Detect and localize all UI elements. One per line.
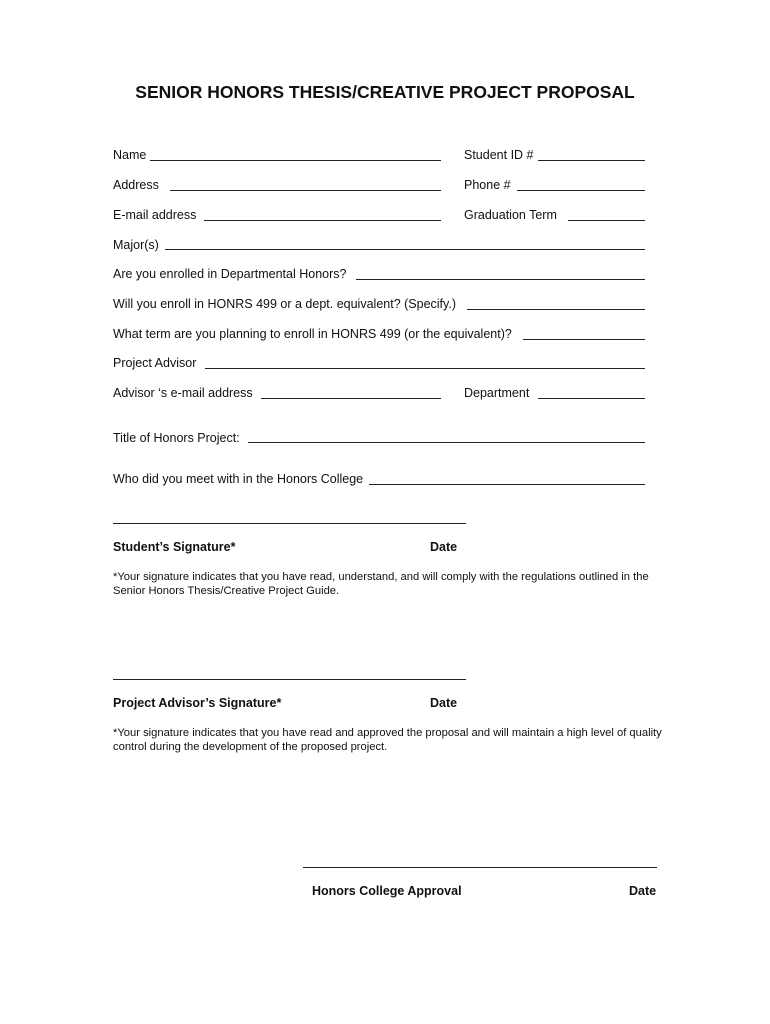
met-with-field[interactable] — [369, 484, 645, 485]
email-label: E-mail address — [113, 208, 197, 222]
project-advisor-label: Project Advisor — [113, 356, 197, 370]
approval-label: Honors College Approval — [312, 884, 462, 898]
address-field[interactable] — [170, 190, 441, 191]
met-with-label: Who did you meet with in the Honors College — [113, 472, 364, 486]
phone-label: Phone # — [464, 178, 511, 192]
honrs-499-field[interactable] — [467, 309, 645, 310]
project-title-label: Title of Honors Project: — [113, 431, 240, 445]
honrs-499-label: Will you enroll in HONRS 499 or a dept. equivalent? (Specify.) — [113, 297, 456, 311]
project-title-field[interactable] — [248, 442, 645, 443]
advisor-date-label: Date — [430, 696, 458, 710]
advisor-signature-label: Project Advisor’s Signature* — [113, 696, 282, 710]
term-planning-label: What term are you planning to enroll in HONRS 499 (or the equivalent)? — [113, 327, 512, 341]
student-signature-label: Student’s Signature* — [113, 540, 236, 554]
advisor-signature-note: *Your signature indicates that you have read and approved the proposal and will maintain a high level of quality control during the development of the proposed project. — [113, 727, 662, 753]
student-signature-note: *Your signature indicates that you have read, understand, and will comply with the regulations outlined in the Senior Honors Thesis/Creative Project Guide. — [113, 571, 649, 597]
student-signature-line[interactable] — [113, 523, 466, 524]
advisor-email-field[interactable] — [261, 398, 441, 399]
student-id-field[interactable] — [538, 160, 645, 161]
advisor-email-label: Advisor ‘s e-mail address — [113, 386, 253, 400]
email-field[interactable] — [204, 220, 441, 221]
department-label: Department — [464, 386, 530, 400]
majors-label: Major(s) — [113, 238, 159, 252]
approval-date-label: Date — [629, 884, 657, 898]
student-date-label: Date — [430, 540, 458, 554]
name-label: Name — [113, 148, 147, 162]
approval-signature-line[interactable] — [303, 867, 657, 868]
departmental-honors-field[interactable] — [356, 279, 645, 280]
departmental-honors-label: Are you enrolled in Departmental Honors? — [113, 267, 347, 281]
phone-field[interactable] — [517, 190, 645, 191]
department-field[interactable] — [538, 398, 645, 399]
student-id-label: Student ID # — [464, 148, 534, 162]
graduation-term-label: Graduation Term — [464, 208, 557, 222]
graduation-term-field[interactable] — [568, 220, 645, 221]
term-planning-field[interactable] — [523, 339, 645, 340]
advisor-signature-line[interactable] — [113, 679, 466, 680]
majors-field[interactable] — [165, 249, 645, 250]
form-title: SENIOR HONORS THESIS/CREATIVE PROJECT PROPOSAL — [135, 82, 635, 102]
project-advisor-field[interactable] — [205, 368, 645, 369]
name-field[interactable] — [150, 160, 441, 161]
address-label: Address — [113, 178, 159, 192]
